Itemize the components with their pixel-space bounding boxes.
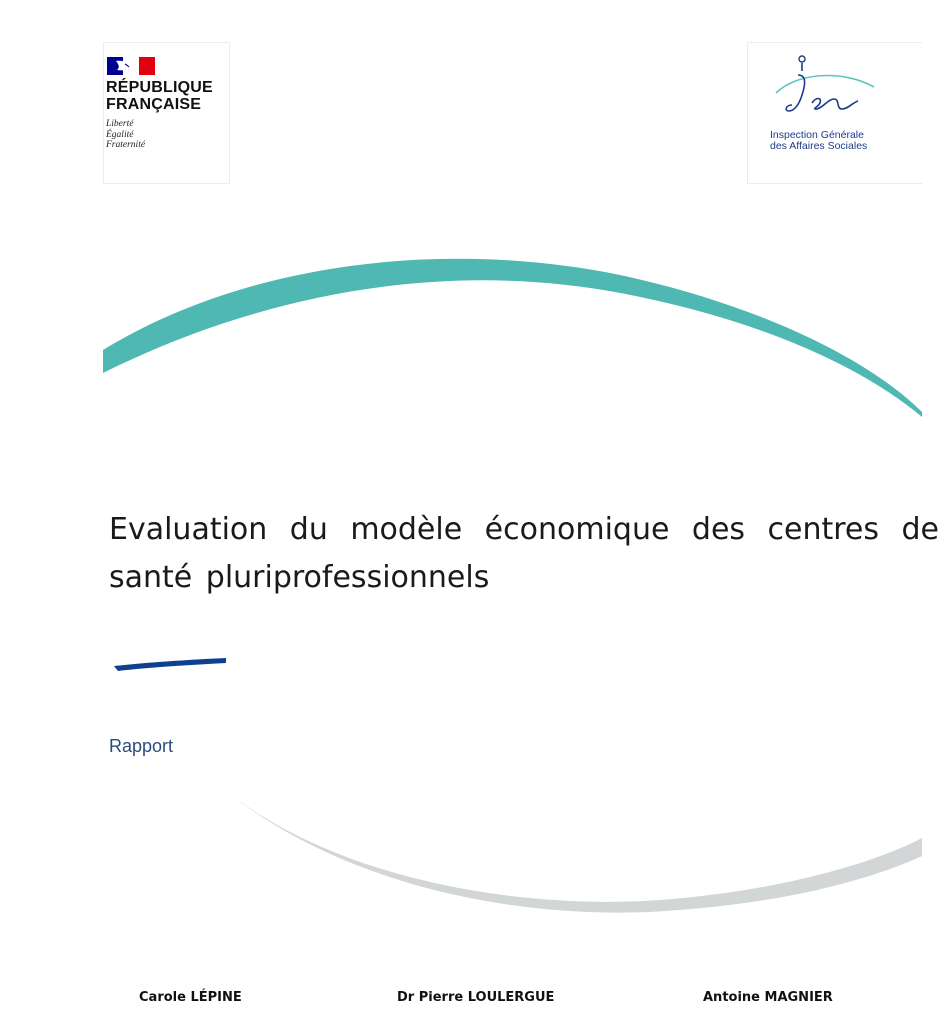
author-name: Antoine MAGNIER — [703, 990, 833, 1005]
igas-logo — [747, 42, 922, 184]
marianne-flag-icon — [107, 57, 155, 75]
teal-arc — [103, 259, 922, 417]
document-type: Rapport — [109, 736, 174, 756]
author-name: Carole LÉPINE — [139, 990, 242, 1005]
motto-egalite: Égalité — [106, 129, 134, 140]
rf-name-line-1: RÉPUBLIQUE — [106, 79, 213, 96]
rf-name-line-2: FRANÇAISE — [106, 96, 202, 113]
author-name: Dr Pierre LOULERGUE — [397, 990, 555, 1005]
authors-row — [0, 990, 942, 1012]
igas-name-line-1: Inspection Générale — [770, 129, 864, 141]
igas-name — [770, 130, 867, 152]
motto-fraternite: Fraternité — [106, 140, 146, 150]
republique-francaise-motto — [106, 119, 145, 151]
grey-arc — [215, 782, 922, 913]
republique-francaise-name — [106, 79, 213, 113]
motto-liberte: Liberté — [106, 119, 134, 129]
igas-emblem-icon — [762, 53, 882, 129]
republique-francaise-logo — [103, 42, 230, 184]
blue-brush-stroke — [112, 654, 230, 674]
igas-name-line-2: des Affaires Sociales — [770, 140, 868, 152]
document-title: Evaluation du modèle économique des centres de santé pluriprofessionnels — [109, 512, 939, 595]
